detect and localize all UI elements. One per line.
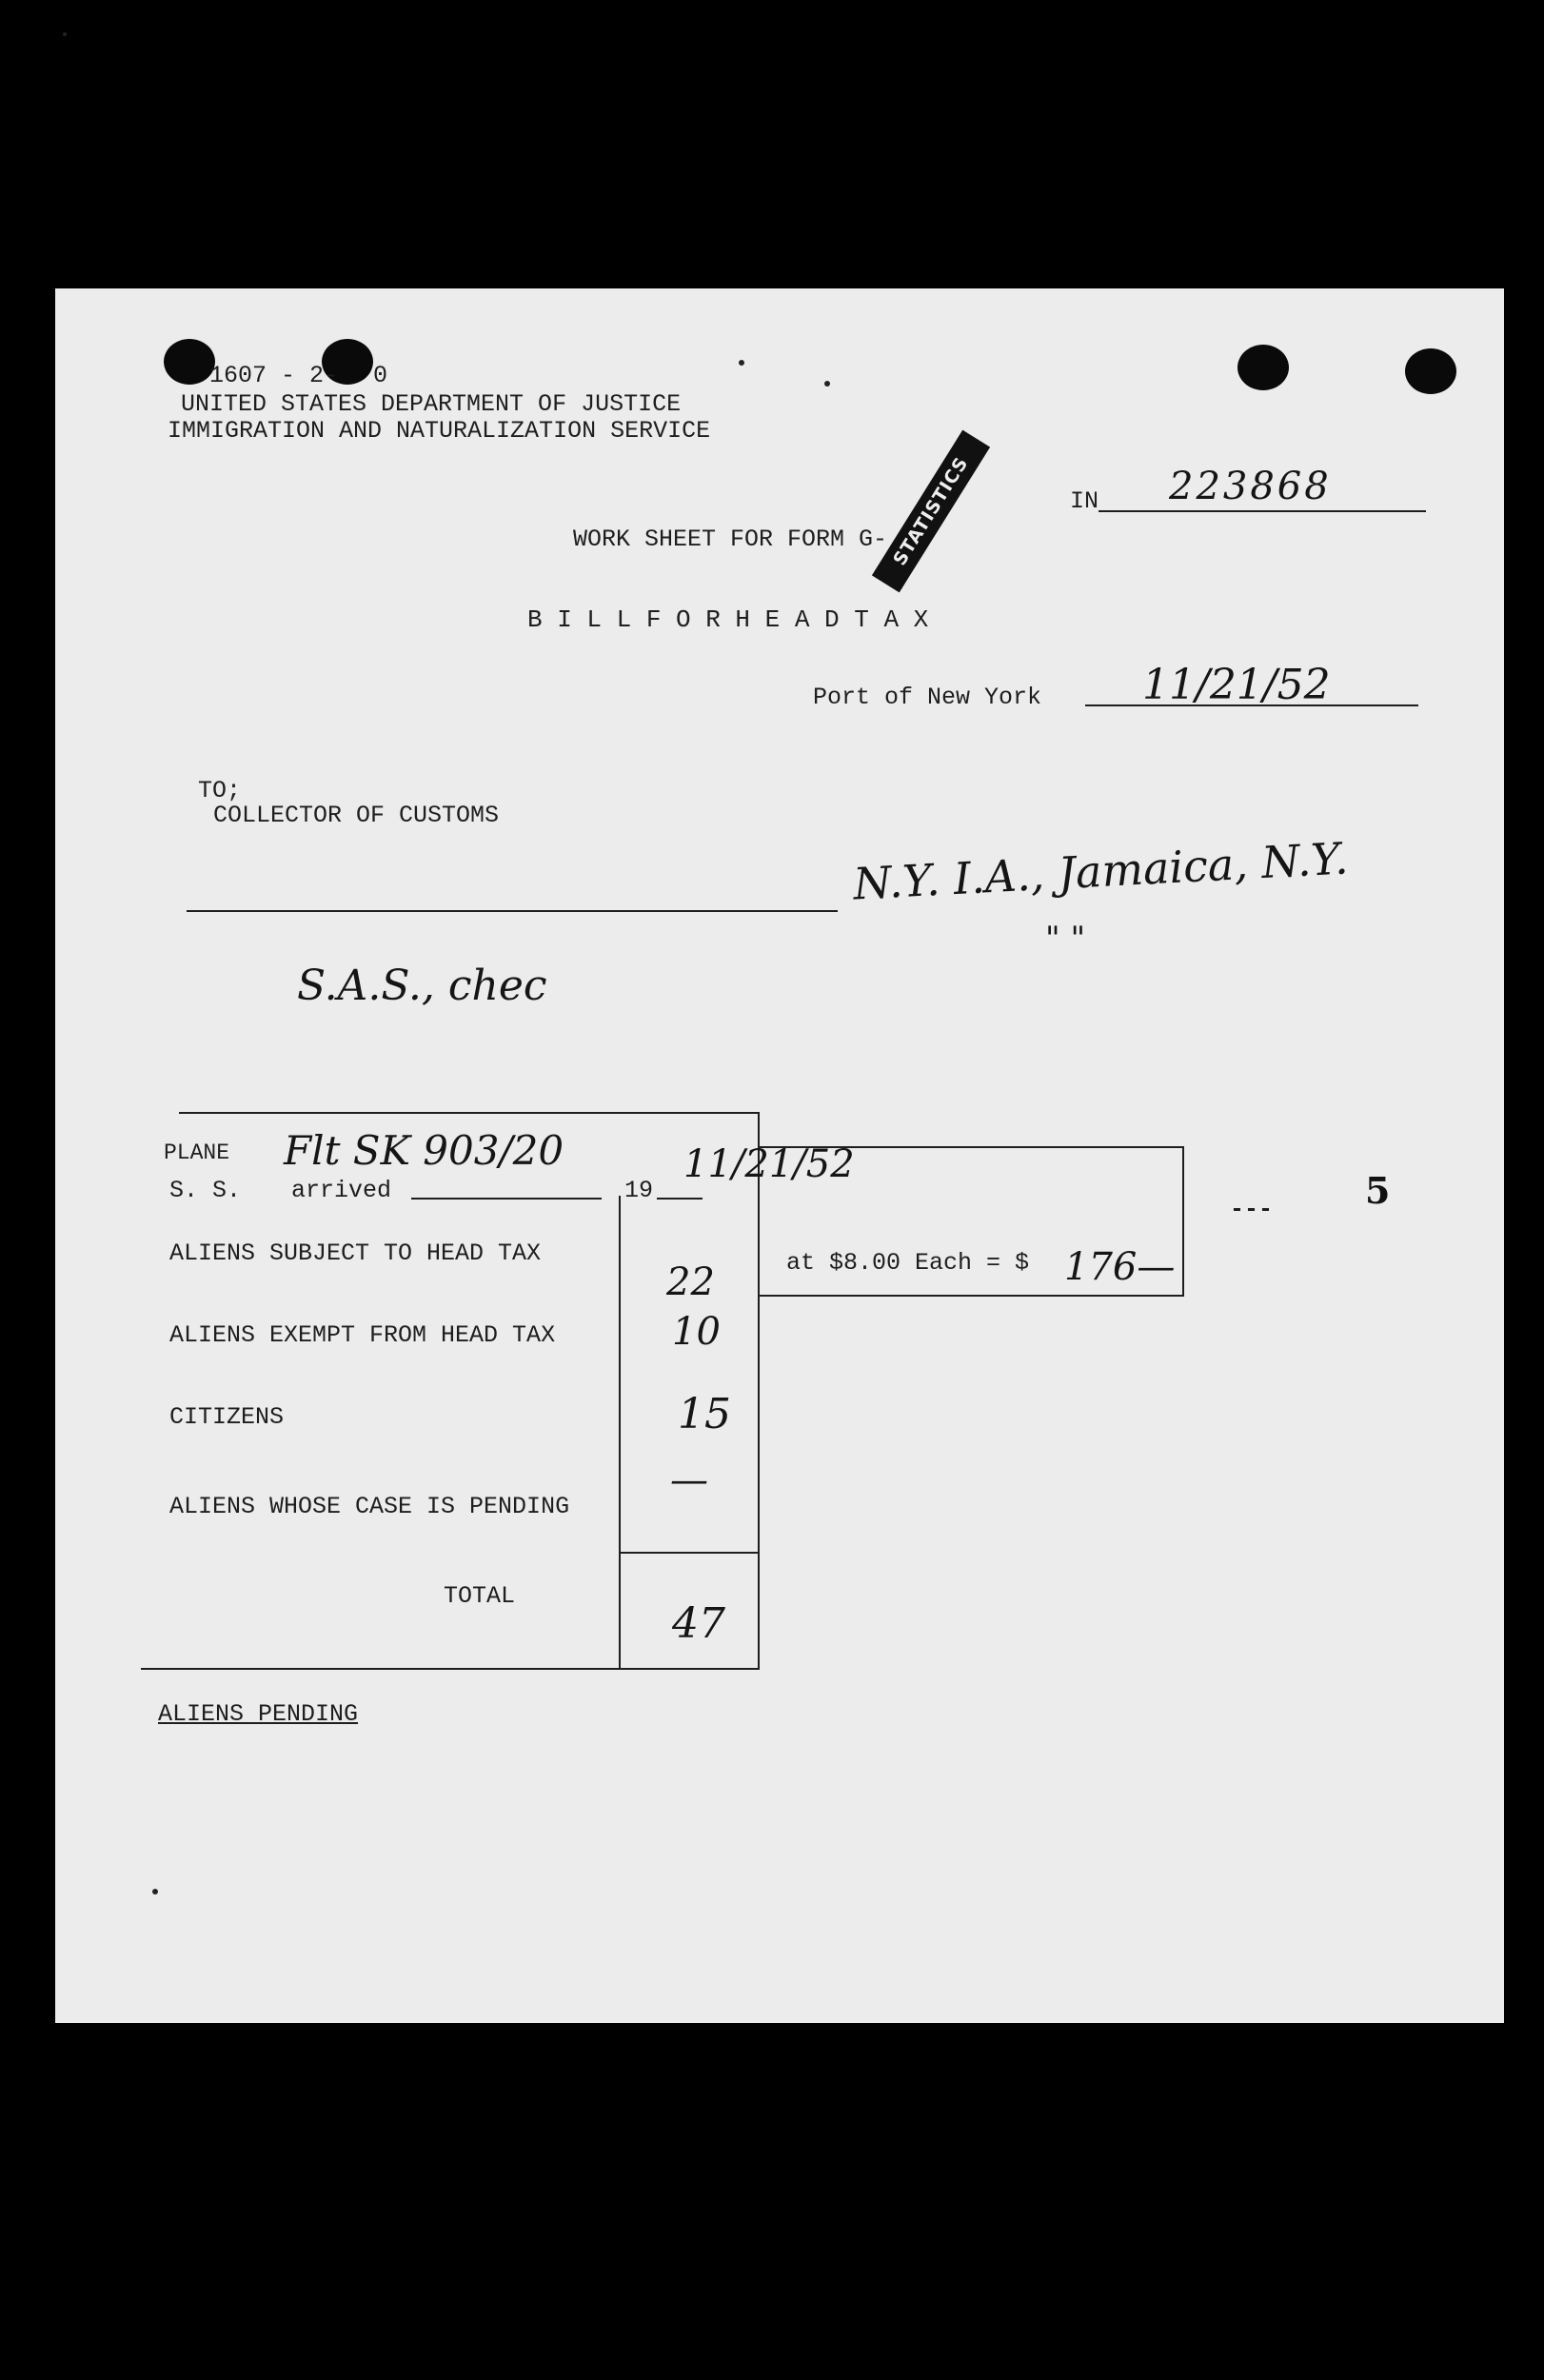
port-date: 11/21/52 bbox=[1142, 661, 1331, 709]
year-prefix: 19 bbox=[624, 1177, 654, 1204]
punch-hole-4 bbox=[1405, 348, 1456, 394]
row-label-citizens: CITIZENS bbox=[169, 1403, 285, 1431]
table-top-rule bbox=[179, 1112, 760, 1114]
speck bbox=[63, 32, 67, 36]
year-underline bbox=[657, 1198, 703, 1200]
punch-hole-3 bbox=[1237, 345, 1289, 390]
port-label: Port of New York bbox=[813, 684, 1042, 711]
bill-title: B I L L F O R H E A D T A X bbox=[527, 605, 929, 634]
row-label-pending: ALIENS WHOSE CASE IS PENDING bbox=[169, 1493, 570, 1520]
table-right-rule bbox=[758, 1112, 760, 1670]
punch-hole-1 bbox=[164, 339, 215, 385]
speck bbox=[739, 360, 744, 366]
rate-box-right bbox=[1182, 1146, 1184, 1297]
table-value-divider bbox=[619, 1196, 621, 1670]
plane-flight: Flt SK 903/20 bbox=[284, 1127, 564, 1174]
rate-box-bottom bbox=[758, 1295, 1184, 1297]
department-name: UNITED STATES DEPARTMENT OF JUSTICE bbox=[181, 390, 682, 418]
arrival-date: 11/21/52 bbox=[683, 1142, 855, 1186]
plane-label: PLANE bbox=[164, 1140, 230, 1165]
arrived-underline bbox=[411, 1198, 602, 1200]
in-label: IN bbox=[1070, 487, 1099, 515]
handwritten-address: N.Y. I.A., Jamaica, N.Y. bbox=[851, 832, 1350, 910]
service-name: IMMIGRATION AND NATURALIZATION SERVICE bbox=[168, 417, 711, 445]
row-label-exempt: ALIENS EXEMPT FROM HEAD TAX bbox=[169, 1321, 556, 1349]
amount-value: 176— bbox=[1064, 1245, 1176, 1289]
page-number: 5 bbox=[1365, 1169, 1391, 1212]
to-label: TO; bbox=[198, 777, 242, 804]
addressee-underline bbox=[187, 910, 838, 912]
ss-label: S. S. bbox=[169, 1177, 242, 1204]
speck bbox=[824, 381, 830, 387]
side-dash-mark: --- bbox=[1230, 1196, 1274, 1223]
total-value: 47 bbox=[672, 1599, 725, 1648]
handwritten-note: S.A.S., chec bbox=[297, 962, 547, 1010]
row-value-pending: — bbox=[670, 1458, 708, 1502]
rate-text: at $8.00 Each = $ bbox=[786, 1249, 1030, 1277]
total-top-rule bbox=[619, 1552, 760, 1554]
statistics-stamp: STATISTICS bbox=[872, 430, 990, 593]
row-value-citizens: 15 bbox=[678, 1390, 731, 1438]
arrived-label: arrived bbox=[291, 1177, 392, 1204]
aliens-pending-label: ALIENS PENDING bbox=[158, 1700, 359, 1728]
collector-label: COLLECTOR OF CUSTOMS bbox=[213, 802, 500, 829]
in-underline bbox=[1099, 510, 1426, 512]
row-value-subject: 22 bbox=[666, 1260, 715, 1304]
total-label: TOTAL bbox=[444, 1582, 516, 1610]
table-bottom-rule bbox=[141, 1668, 760, 1670]
row-value-exempt: 10 bbox=[672, 1310, 721, 1354]
ditto-marks: " " bbox=[1045, 920, 1086, 958]
worksheet-title: WORK SHEET FOR FORM G- bbox=[573, 526, 888, 553]
row-label-subject: ALIENS SUBJECT TO HEAD TAX bbox=[169, 1240, 542, 1267]
speck bbox=[152, 1889, 158, 1894]
in-number: 223868 bbox=[1169, 465, 1332, 508]
form-number-tail: 0 bbox=[373, 362, 388, 389]
form-number: 1607 - 2- bbox=[209, 362, 339, 389]
